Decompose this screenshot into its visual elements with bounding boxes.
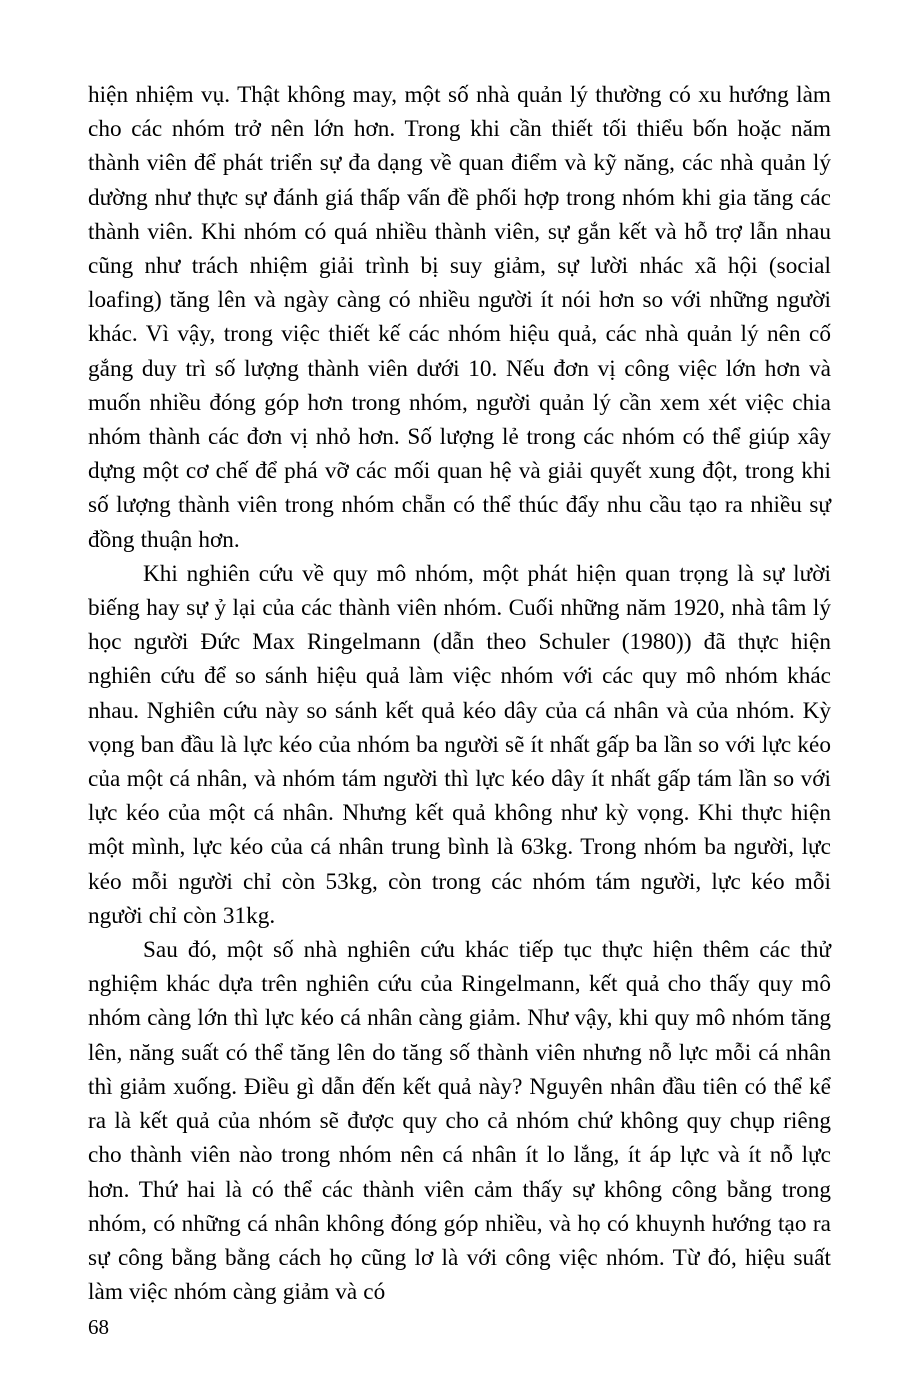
- paragraph-social-loafing-causes: Sau đó, một số nhà nghiên cứu khác tiếp tục thực hiện thêm các thử nghiệm khác dựa trên nghiên cứu của Ringelmann, kết quả cho thấy quy mô nhóm càng lớn thì lực kéo cá nhân càng giảm. Như vậy, khi quy mô nhóm tăng lên, năng suất có thể tăng lên do tăng số thành viên nhưng nỗ lực mỗi cá nhân thì giảm xuống. Điều gì dẫn đến kết quả này? Nguyên nhân đầu tiên có thể kể ra là kết quả của nhóm sẽ được quy cho cả nhóm chứ không quy chụp riêng cho thành viên nào trong nhóm nên cá nhân ít lo lắng, ít áp lực và ít nỗ lực hơn. Thứ hai là có thể các thành viên cảm thấy sự không công bằng trong nhóm, có những cá nhân không đóng góp nhiều, và họ có khuynh hướng tạo ra sự công bằng bằng cách họ cũng lơ là với công việc nhóm. Từ đó, hiệu suất làm việc nhóm càng giảm và có: [88, 937, 831, 1306]
- paragraph-ringelmann-study: Khi nghiên cứu về quy mô nhóm, một phát hiện quan trọng là sự lười biếng hay sự ỷ lại của các thành viên nhóm. Cuối những năm 1920, nhà tâm lý học người Đức Max Ringelmann (dẫn theo Schuler (1980)) đã thực hiện nghiên cứu để so sánh hiệu quả làm việc nhóm với các quy mô nhóm khác nhau. Nghiên cứu này so sánh kết quả kéo dây của cá nhân và của nhóm. Kỳ vọng ban đầu là lực kéo của nhóm ba người sẽ ít nhất gấp ba lần so với lực kéo của một cá nhân, và nhóm tám người thì lực kéo dây ít nhất gấp tám lần so với lực kéo của một cá nhân. Nhưng kết quả không như kỳ vọng. Khi thực hiện một mình, lực kéo của cá nhân trung bình là 63kg. Trong nhóm ba người, lực kéo mỗi người chỉ còn 53kg, còn trong các nhóm tám người, lực kéo mỗi người chỉ còn 31kg.: [88, 560, 831, 929]
- page-body-text: [88, 78, 831, 1309]
- page-number: 68: [88, 1315, 109, 1339]
- paragraph-group-size: hiện nhiệm vụ. Thật không may, một số nhà quản lý thường có xu hướng làm cho các nhóm trở nên lớn hơn. Trong khi cần thiết tối thiểu bốn hoặc năm thành viên để phát triển sự đa dạng về quan điểm và kỹ năng, các nhà quản lý dường như thực sự đánh giá thấp vấn đề phối hợp trong nhóm khi gia tăng các thành viên. Khi nhóm có quá nhiều thành viên, sự gắn kết và hỗ trợ lẫn nhau cũng như trách nhiệm giải trình bị suy giảm, sự lười nhác xã hội (social loafing) tăng lên và ngày càng có nhiều người ít nói hơn so với những người khác. Vì vậy, trong việc thiết kế các nhóm hiệu quả, các nhà quản lý nên cố gắng duy trì số lượng thành viên dưới 10. Nếu đơn vị công việc lớn hơn và muốn nhiều đóng góp hơn trong nhóm, người quản lý cần xem xét việc chia nhóm thành các đơn vị nhỏ hơn. Số lượng lẻ trong các nhóm có thể giúp xây dựng một cơ chế để phá vỡ các mối quan hệ và giải quyết xung đột, trong khi số lượng thành viên trong nhóm chẵn có thể thúc đẩy nhu cầu tạo ra nhiều sự đồng thuận hơn.: [88, 82, 831, 553]
